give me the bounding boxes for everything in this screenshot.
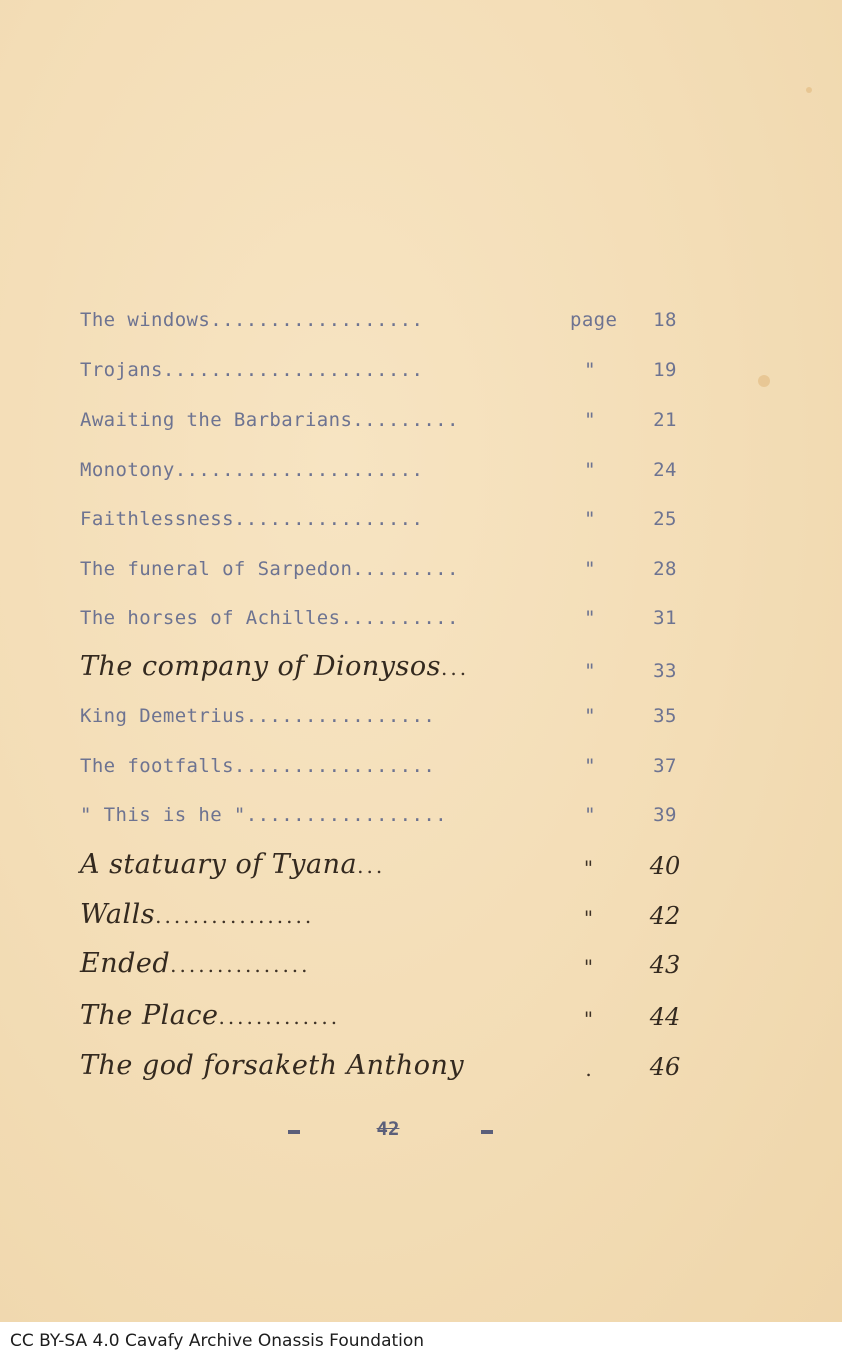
ditto-mark: " xyxy=(584,359,596,381)
toc-entry xyxy=(80,355,700,385)
toc-entry xyxy=(80,751,700,781)
page-number: 31 xyxy=(653,607,677,629)
leader-dots: ......... xyxy=(352,558,459,580)
toc-entry xyxy=(80,554,700,584)
toc-entry xyxy=(80,800,700,830)
toc-entry-title: Ended............... xyxy=(80,948,311,979)
ditto-mark: " xyxy=(583,856,597,880)
toc-entry-title: The horses of Achilles.......... xyxy=(80,607,459,629)
leader-dots: .......... xyxy=(340,607,459,629)
ditto-mark: " xyxy=(584,705,596,727)
toc-entry-handwritten xyxy=(80,896,700,934)
page-number: 33 xyxy=(653,660,677,682)
page-number: 44 xyxy=(649,1003,681,1031)
page-number: 25 xyxy=(653,508,677,530)
page-number: 40 xyxy=(649,852,681,880)
leader-dots: ... xyxy=(441,656,470,680)
license-credit: CC BY-SA 4.0 Cavafy Archive Onassis Foundation xyxy=(10,1331,425,1351)
leader-dots: ................. xyxy=(245,804,448,826)
page-number: 18 xyxy=(653,309,677,331)
toc-entry-handwritten xyxy=(80,997,700,1035)
page-number: 35 xyxy=(653,705,677,727)
toc-entry-handwritten xyxy=(80,650,700,686)
toc-entry-title: " This is he "................. xyxy=(80,804,448,826)
toc-entry-title: Faithlessness................ xyxy=(80,508,424,530)
toc-entry-handwritten xyxy=(80,945,700,983)
page-number: 28 xyxy=(653,558,677,580)
toc-entry-title: The Place............. xyxy=(80,1000,341,1031)
footer-dash-right xyxy=(481,1130,493,1134)
ditto-mark: . xyxy=(585,1057,595,1081)
ditto-mark: " xyxy=(584,508,596,530)
ditto-mark: " xyxy=(584,459,596,481)
toc-entry xyxy=(80,504,700,534)
toc-entry-title: Monotony..................... xyxy=(80,459,424,481)
leader-dots: ......... xyxy=(352,409,459,431)
ditto-mark: " xyxy=(584,607,596,629)
page-number: 37 xyxy=(653,755,677,777)
toc-entry-handwritten xyxy=(80,846,700,884)
page-number: 42 xyxy=(649,902,681,930)
leader-dots: ................ xyxy=(233,508,424,530)
leader-dots: ............. xyxy=(218,1005,341,1029)
toc-entry-title: The god forsaketh Anthony xyxy=(80,1050,465,1081)
ditto-mark: " xyxy=(584,558,596,580)
leader-dots: ................. xyxy=(233,755,436,777)
leader-dots: ................. xyxy=(155,904,315,928)
page-marker: page xyxy=(570,309,618,331)
page-number: 21 xyxy=(653,409,677,431)
toc-entry xyxy=(80,701,700,731)
toc-entry-title: Trojans...................... xyxy=(80,359,424,381)
toc-entry xyxy=(80,405,700,435)
leader-dots: ... xyxy=(357,854,386,878)
footer-dash-left xyxy=(288,1130,300,1134)
ditto-mark: " xyxy=(584,660,596,682)
toc-entry-title: The funeral of Sarpedon......... xyxy=(80,558,459,580)
ditto-mark: " xyxy=(584,409,596,431)
page-number: 46 xyxy=(649,1053,681,1081)
ditto-mark: " xyxy=(583,1007,597,1031)
toc-entry xyxy=(80,455,700,485)
toc-entry-title: The company of Dionysos... xyxy=(80,651,470,682)
leader-dots: .................. xyxy=(210,309,424,331)
toc-entry-handwritten xyxy=(80,1047,700,1085)
leader-dots: ..................... xyxy=(174,459,424,481)
page-number: 39 xyxy=(653,804,677,826)
page-number-struck: 42 xyxy=(376,1118,400,1140)
toc-entry-title: The footfalls................. xyxy=(80,755,436,777)
leader-dots: ................ xyxy=(245,705,436,727)
toc-entry xyxy=(80,603,700,633)
ditto-mark: " xyxy=(583,906,597,930)
page-footer xyxy=(0,1118,842,1148)
leader-dots: ...................... xyxy=(162,359,424,381)
toc-entry-title: Walls................. xyxy=(80,899,315,930)
page-number: 24 xyxy=(653,459,677,481)
toc-entry-title: King Demetrius................ xyxy=(80,705,436,727)
ditto-mark: " xyxy=(583,955,597,979)
ditto-mark: " xyxy=(584,755,596,777)
page-number: 19 xyxy=(653,359,677,381)
toc-entry-title: A statuary of Tyana... xyxy=(80,849,386,880)
toc-entry-title: The windows.................. xyxy=(80,309,424,331)
page-number: 43 xyxy=(649,951,681,979)
ditto-mark: " xyxy=(584,804,596,826)
toc-entry xyxy=(80,305,700,335)
leader-dots: ............... xyxy=(170,953,311,977)
toc-entry-title: Awaiting the Barbarians......... xyxy=(80,409,459,431)
